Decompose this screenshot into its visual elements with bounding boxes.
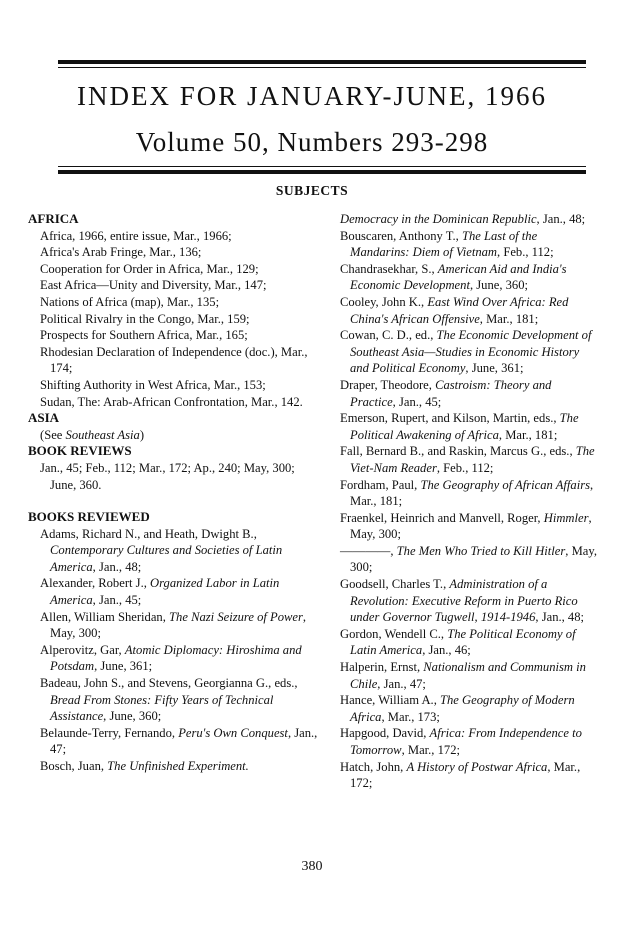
book-entry: Allen, William Sheridan, The Nazi Seizure of Power, May, 300;: [40, 609, 307, 641]
book-entry: Draper, Theodore, Castroism: Theory and Practice, Jan., 45;: [340, 377, 552, 409]
index-entry: Africa, 1966, entire issue, Mar., 1966;: [40, 228, 232, 243]
book-entry: Halperin, Ernst, Nationalism and Communism in Chile, Jan., 47;: [340, 660, 586, 691]
left-column: [28, 211, 322, 775]
right-column: [330, 211, 598, 792]
book-entry: Fordham, Paul, The Geography of African Affairs, Mar., 181;: [340, 477, 594, 509]
book-entry: Goodsell, Charles T., Administration of a Revolution: Executive Reform in Puerto Rico under Governor Tugwell, 1914-1946, Jan., 48;: [340, 577, 585, 625]
book-entry: Emerson, Rupert, and Kilson, Martin, eds., The Political Awakening of Africa, Mar., 181;: [340, 411, 579, 442]
index-entry: Prospects for Southern Africa, Mar., 165;: [40, 328, 248, 343]
index-entry: East Africa—Unity and Diversity, Mar., 147;: [40, 278, 267, 293]
book-entry: Badeau, John S., and Stevens, Georgianna G., eds., Bread From Stones: Fifty Years of Technical Assistance, June, 360;: [40, 676, 298, 724]
book-entry: Alexander, Robert J., Organized Labor in Latin America, Jan., 45;: [40, 576, 280, 608]
book-entry: Gordon, Wendell C., The Political Economy of Latin America, Jan., 46;: [340, 626, 576, 658]
page-title: INDEX FOR JANUARY-JUNE, 1966: [76, 81, 548, 111]
heading-books-reviewed: BOOKS REVIEWED: [28, 509, 150, 525]
bottom-double-rule-thick: [58, 170, 586, 174]
book-entry: Cooley, John K., East Wind Over Africa: Red China's African Offensive, Mar., 181;: [340, 294, 569, 326]
spacer: [28, 493, 322, 509]
section-heading: SUBJECTS: [275, 183, 349, 198]
book-entry: Fall, Bernard B., and Raskin, Marcus G., eds., The Viet-Nam Reader, Feb., 112;: [340, 444, 595, 475]
heading-africa: AFRICA: [28, 211, 79, 226]
book-entry: Chandrasekhar, S., American Aid and India's Economic Development, June, 360;: [340, 261, 567, 293]
book-entry: Alperovitz, Gar, Atomic Diplomacy: Hiroshima and Potsdam, June, 361;: [40, 642, 302, 674]
heading-book-reviews: BOOK REVIEWS: [28, 443, 132, 459]
top-double-rule-thin: [58, 67, 586, 68]
book-entry: Hapgood, David, Africa: From Independence to Tomorrow, Mar., 172;: [340, 726, 582, 757]
heading-asia: ASIA: [28, 410, 60, 426]
book-entry: Hance, William A., The Geography of Modern Africa, Mar., 173;: [340, 693, 575, 724]
index-entry: Rhodesian Declaration of Independence (doc.), Mar., 174;: [40, 344, 308, 376]
book-entry: Bosch, Juan, The Unfinished Experiment.: [40, 759, 249, 773]
book-entry: ————, The Men Who Tried to Kill Hitler, May, 300;: [340, 543, 598, 575]
index-entry: Africa's Arab Fringe, Mar., 136;: [40, 245, 202, 260]
volume-subtitle: Volume 50, Numbers 293-298: [135, 127, 489, 157]
book-entry: Hatch, John, A History of Postwar Africa, Mar., 172;: [340, 759, 581, 791]
book-entry: Bouscaren, Anthony T., The Last of the Mandarins: Diem of Vietnam, Feb., 112;: [340, 228, 554, 260]
book-entry: Cowan, C. D., ed., The Economic Development of Southeast Asia—Studies in Economic History and Political Economy, June, 361;: [340, 328, 592, 376]
book-entry: Belaunde-Terry, Fernando, Peru's Own Conquest, Jan., 47;: [40, 725, 318, 757]
see-also-entry: (See Southeast Asia): [40, 427, 145, 442]
bottom-double-rule-thin: [58, 166, 586, 167]
top-double-rule-thick: [58, 60, 586, 64]
index-entry: Sudan, The: Arab-African Confrontation, Mar., 142.: [40, 394, 303, 409]
index-entry: Political Rivalry in the Congo, Mar., 159;: [40, 311, 250, 326]
page-number: 380: [301, 859, 323, 874]
book-entry: Adams, Richard N., and Heath, Dwight B., Contemporary Cultures and Societies of Latin America, Jan., 48;: [40, 526, 283, 574]
book-entry-continued: Democracy in the Dominican Republic, Jan., 48;: [340, 212, 586, 226]
index-entry: Nations of Africa (map), Mar., 135;: [40, 294, 220, 309]
book-entry: Fraenkel, Heinrich and Manvell, Roger, Himmler, May, 300;: [340, 510, 592, 542]
index-entry: Cooperation for Order in Africa, Mar., 129;: [40, 261, 259, 276]
index-entry: Shifting Authority in West Africa, Mar., 153;: [40, 377, 266, 392]
index-entry: Jan., 45; Feb., 112; Mar., 172; Ap., 240; May, 300; June, 360.: [40, 460, 295, 492]
